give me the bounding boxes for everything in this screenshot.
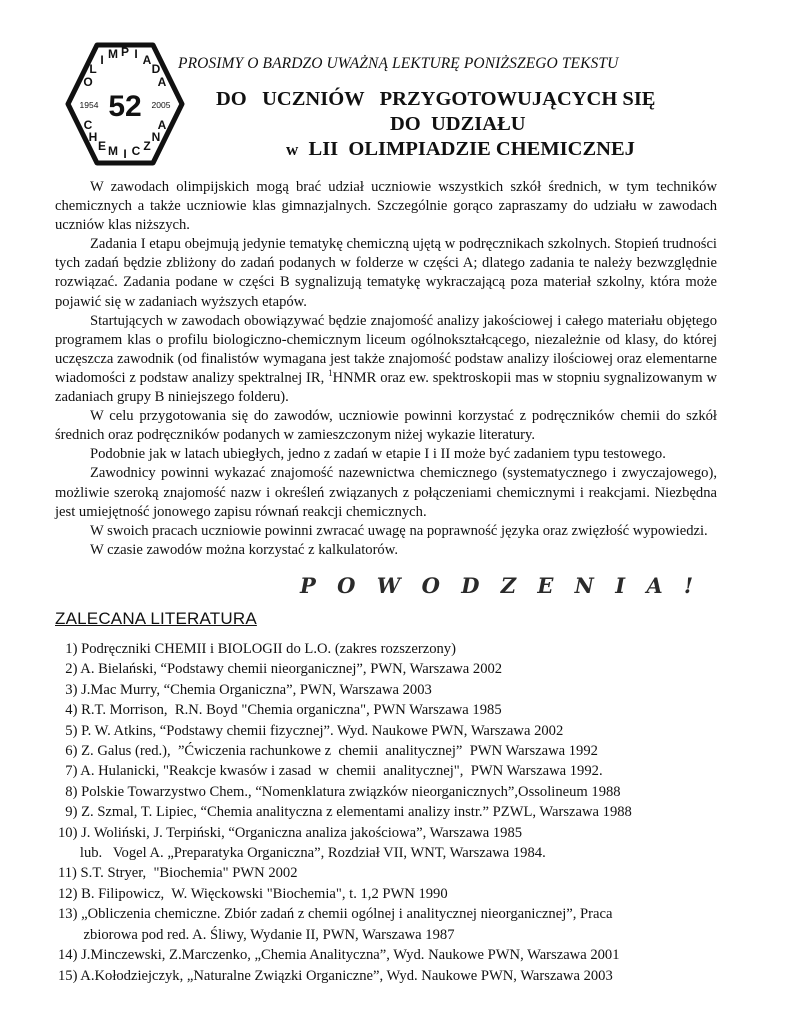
literature-list bbox=[58, 639, 758, 986]
logo-letter: E bbox=[97, 139, 107, 153]
list-item: 5) P. W. Atkins, “Podstawy chemii fizycznej”. Wyd. Naukowe PWN, Warszawa 2002 bbox=[58, 722, 564, 739]
list-item: 8) Polskie Towarzystwo Chem., “Nomenklatura związków nieorganicznych”,Ossolineum 1988 bbox=[58, 783, 621, 800]
literature-heading: ZALECANA LITERATURA bbox=[55, 609, 257, 628]
logo-letter: I bbox=[134, 47, 138, 61]
logo-letter: H bbox=[88, 130, 98, 144]
paragraph: W zawodach olimpijskich mogą brać udział uczniowie wszystkich szkół średnich, w tym techników chemicznych a także uczniowie klas gimnazjalnych. Szczególnie gorąco zapraszamy do udziału w zawodach uczniów klas niższych. bbox=[55, 179, 717, 234]
paragraph-text: Startujących w zawodach obowiązywać będzie znajomość analizy jakościowej i całego materiału objętego programem klas o profilu biologiczno-chemicznym liceum ogólnokształcącego, niezależnie od klasy, do której uczęszcza zawodnik (od finalistów wymagana jest także znajomość podstaw analizy ilościowej oraz elementarne wiadomości z podstaw analizy spektralnej IR, bbox=[55, 312, 717, 386]
paragraph bbox=[55, 312, 717, 407]
list-item: lub. Vogel A. „Preparatyka Organiczna”, Rozdział VII, WNT, Warszawa 1984. bbox=[58, 845, 546, 862]
list-item: 6) Z. Galus (red.), ”Ćwiczenia rachunkowe z chemii analitycznej” PWN Warszawa 1992 bbox=[58, 743, 598, 760]
logo-letter: C bbox=[131, 144, 141, 158]
list-item: 4) R.T. Morrison, R.N. Boyd "Chemia organiczna", PWN Warszawa 1985 bbox=[58, 702, 502, 719]
logo-letter: O bbox=[83, 75, 93, 89]
list-item: 12) B. Filipowicz, W. Więckowski "Biochemia", t. 1,2 PWN 1990 bbox=[58, 885, 448, 902]
list-item: 3) J.Mac Murry, “Chemia Organiczna”, PWN, Warszawa 2003 bbox=[58, 681, 432, 698]
title-line-1: DO UCZNIÓW PRZYGOTOWUJĄCYCH SIĘ bbox=[216, 88, 656, 110]
paragraph: W celu przygotowania się do zawodów, uczniowie powinni korzystać z podręczników chemii do szkół średnich oraz podręczników podanych w zamieszczonym niżej wykazie literatury. bbox=[55, 408, 717, 444]
logo-letter: D bbox=[151, 62, 161, 76]
paragraph: Zawodnicy powinni wykazać znajomość nazewnictwa chemicznego (systematycznego i zwyczajowego), możliwie szeroką znajomość nazw i określeń związanych z połączeniami chemicznymi i reakcjami. Niezbędna jest umiejętność jonowego zapisu równań reakcji chemicznych. bbox=[55, 465, 717, 520]
list-item: 2) A. Bielański, “Podstawy chemii nieorganicznej”, PWN, Warszawa 2002 bbox=[58, 661, 503, 678]
list-item: 11) S.T. Stryer, "Biochemia" PWN 2002 bbox=[58, 865, 298, 882]
notice-heading: PROSIMY O BARDZO UWAŻNĄ LEKTURĘ PONIŻSZEGO TEKSTU bbox=[178, 55, 619, 72]
logo-letter: L bbox=[89, 62, 97, 76]
list-item: 13) „Obliczenia chemiczne. Zbiór zadań z chemii ogólnej i analitycznej nieorganicznej”, Praca bbox=[58, 906, 613, 923]
logo-year-end: 2005 bbox=[151, 100, 171, 110]
page-title bbox=[188, 87, 788, 162]
title-w: w bbox=[286, 140, 299, 159]
logo-letter: I bbox=[100, 53, 104, 67]
paragraph-text: HNMR oraz ew. spektroskopii mas w stopniu sygnalizowanym w zadaniach grupy B niniejszego folderu). bbox=[55, 369, 717, 406]
list-item: zbiorowa pod red. A. Śliwy, Wydanie II, PWN, Warszawa 1987 bbox=[58, 926, 455, 943]
logo-letter: A bbox=[157, 118, 167, 132]
title-line-3 bbox=[188, 137, 788, 162]
paragraph: Zadania I etapu obejmują jedynie tematykę chemiczną ujętą w podręcznikach szkolnych. Stopień trudności tych zadań będzie zbliżony do zadań podanych w folderze w części A; dlatego zadania te należy bezwzględnie rozwiązać. Zadania podane w części B sygnalizują tematykę wykraczającą poza materiał szkolny, która może pojawić się w zadaniach wyższych etapów. bbox=[55, 236, 717, 310]
superscript: 1 bbox=[328, 368, 333, 379]
logo-letter: N bbox=[151, 130, 161, 144]
logo-letter: M bbox=[108, 144, 118, 158]
logo-letter: C bbox=[83, 118, 93, 132]
list-item: 14) J.Minczewski, Z.Marczenko, „Chemia Analityczna”, Wyd. Naukowe PWN, Warszawa 2001 bbox=[58, 947, 620, 964]
logo-year-start: 1954 bbox=[79, 100, 99, 110]
instructions-body bbox=[55, 178, 717, 560]
logo-letter: P bbox=[120, 45, 130, 59]
title-line-2: DO UDZIAŁU bbox=[390, 113, 526, 135]
list-item: 1) Podręczniki CHEMII i BIOLOGII do L.O. (zakres rozszerzony) bbox=[58, 641, 456, 657]
list-item: 15) A.Kołodziejczyk, „Naturalne Związki Organiczne”, Wyd. Naukowe PWN, Warszawa 2003 bbox=[58, 967, 613, 984]
list-item: 10) J. Woliński, J. Terpiński, “Organiczna analiza jakościowa”, Warszawa 1985 bbox=[58, 824, 523, 841]
logo-letter: Z bbox=[143, 139, 151, 153]
logo-letter: A bbox=[142, 53, 152, 67]
logo-number: 52 bbox=[108, 90, 142, 123]
list-item: 9) Z. Szmal, T. Lipiec, “Chemia analityczna z elementami analizy instr.” PZWL, Warszawa 1988 bbox=[58, 804, 632, 821]
logo-letter: M bbox=[108, 47, 118, 61]
paragraph: W czasie zawodów można korzystać z kalkulatorów. bbox=[90, 541, 398, 558]
good-luck-heading: P O W O D Z E N I A ! bbox=[300, 573, 701, 598]
title-line-3-text: LII OLIMPIADZIE CHEMICZNEJ bbox=[298, 138, 635, 160]
paragraph: Podobnie jak w latach ubiegłych, jedno z zadań w etapie I i II może być zadaniem typu testowego. bbox=[90, 446, 666, 463]
paragraph: W swoich pracach uczniowie powinni zwracać uwagę na poprawność języka oraz zwięzłość wypowiedzi. bbox=[90, 522, 708, 539]
logo-letter: I bbox=[123, 147, 127, 161]
list-item: 7) A. Hulanicki, "Reakcje kwasów i zasad w chemii analitycznej", PWN Warszawa 1992. bbox=[58, 763, 603, 780]
olympiad-logo bbox=[64, 40, 186, 168]
logo-letter: A bbox=[157, 75, 167, 89]
